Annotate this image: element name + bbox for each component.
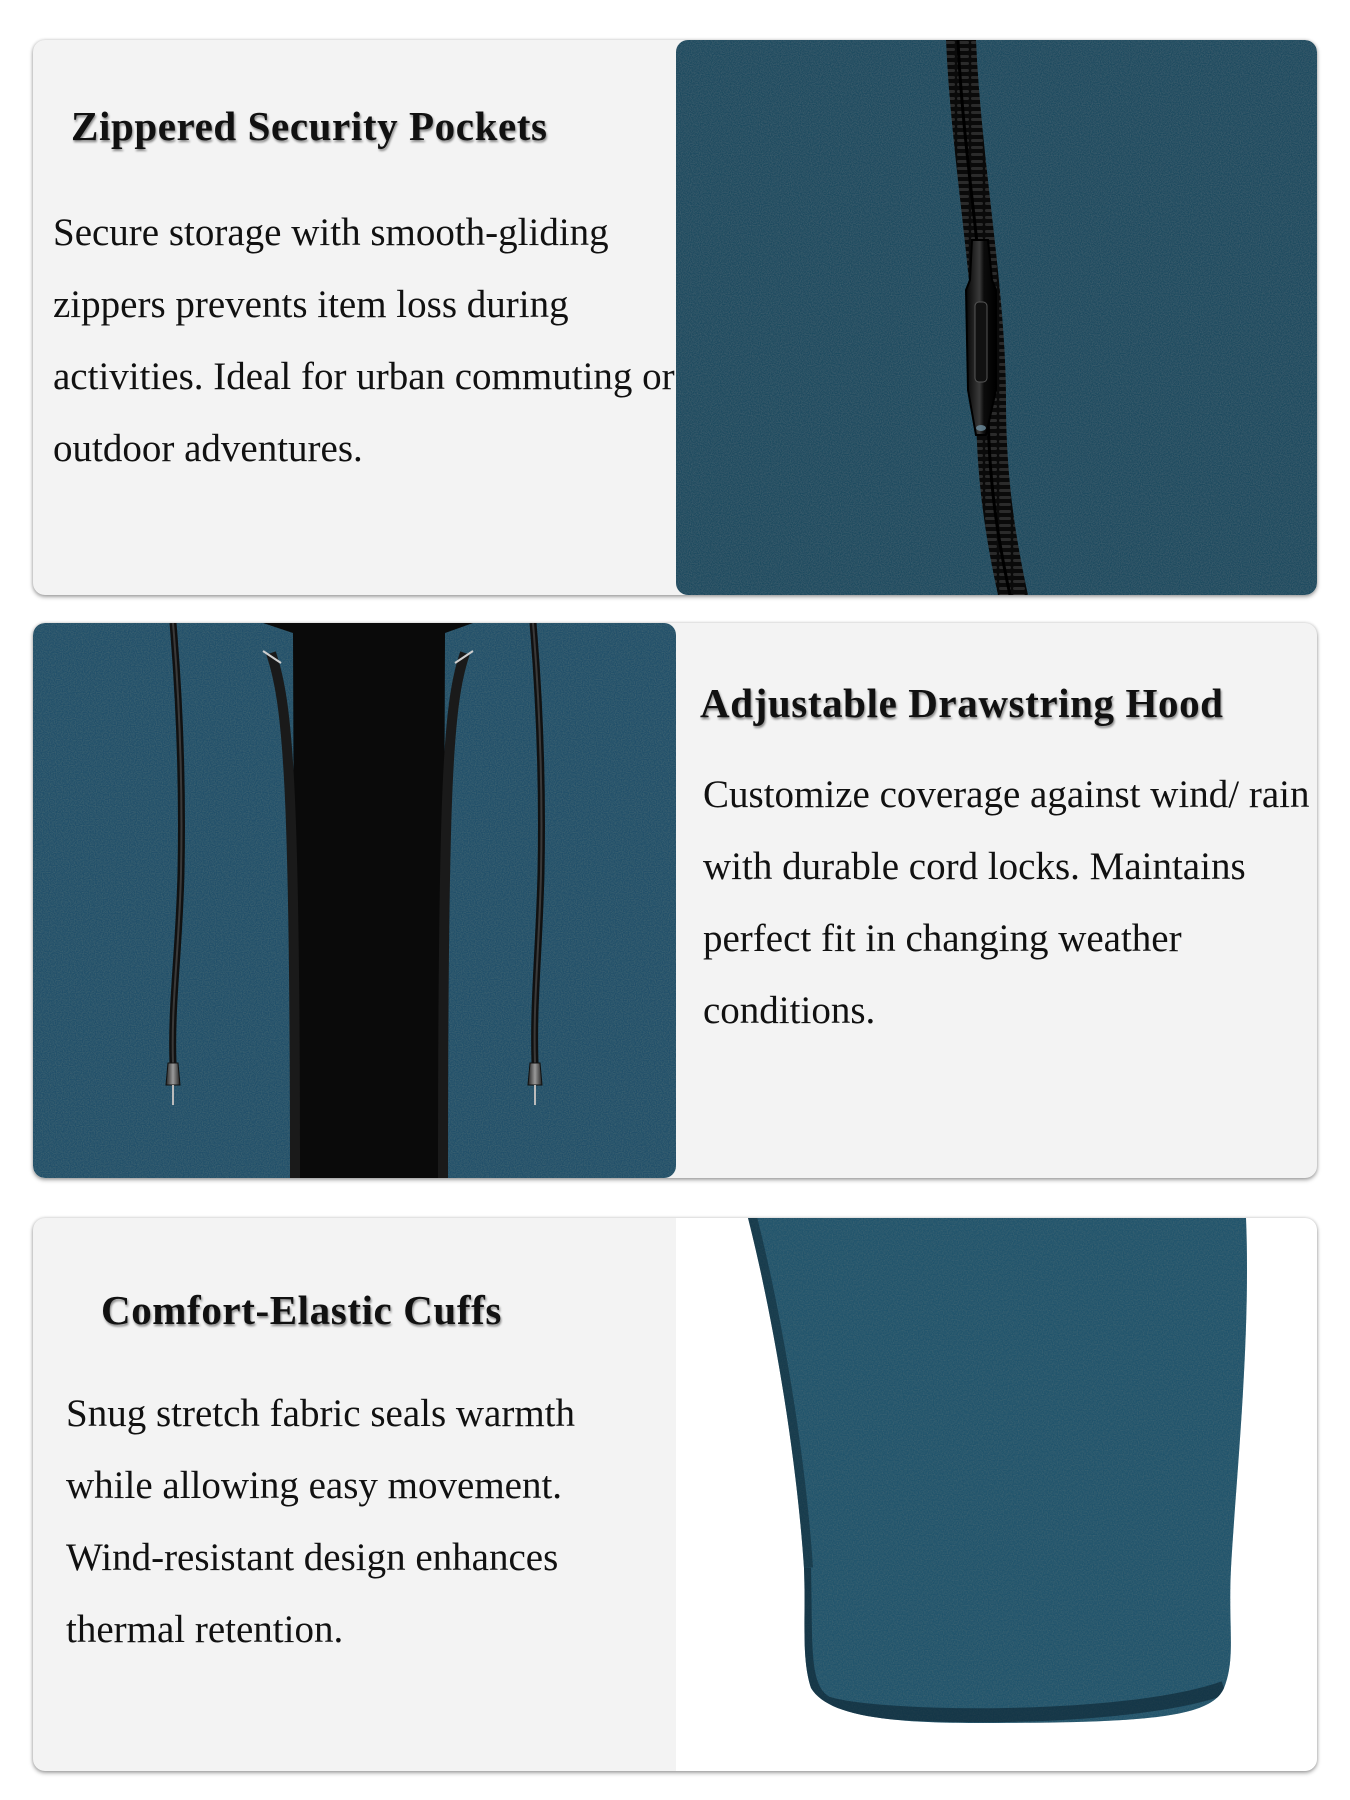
feature-title: Adjustable Drawstring Hood [700, 680, 1224, 726]
zipper-pull-icon [966, 240, 996, 435]
feature-title: Comfort-Elastic Cuffs [101, 1287, 502, 1333]
drawstring-hood-photo [33, 623, 676, 1178]
feature-description: Customize coverage against wind/ rain with durable cord locks. Maintains perfect fit in changing weather conditions. [703, 773, 1310, 1032]
zipper-pocket-photo [676, 40, 1317, 595]
elastic-cuff-photo [676, 1218, 1317, 1771]
feature-description: Snug stretch fabric seals warmth while allowing easy movement. Wind-resistant design enhances thermal retention. [66, 1392, 576, 1651]
feature-card-elastic-cuffs [33, 1218, 1317, 1771]
elastic-cuff-image [676, 1218, 1317, 1771]
feature-card-drawstring-hood [33, 623, 1317, 1178]
zipper-pocket-image [676, 40, 1317, 595]
drawstring-hood-image [33, 623, 676, 1178]
feature-description: Secure storage with smooth-gliding zippers prevents item loss during activities. Ideal for urban commuting or outdoor adventures. [53, 211, 675, 470]
feature-title: Zippered Security Pockets [71, 103, 548, 149]
feature-card-zipper-pockets [33, 40, 1317, 595]
